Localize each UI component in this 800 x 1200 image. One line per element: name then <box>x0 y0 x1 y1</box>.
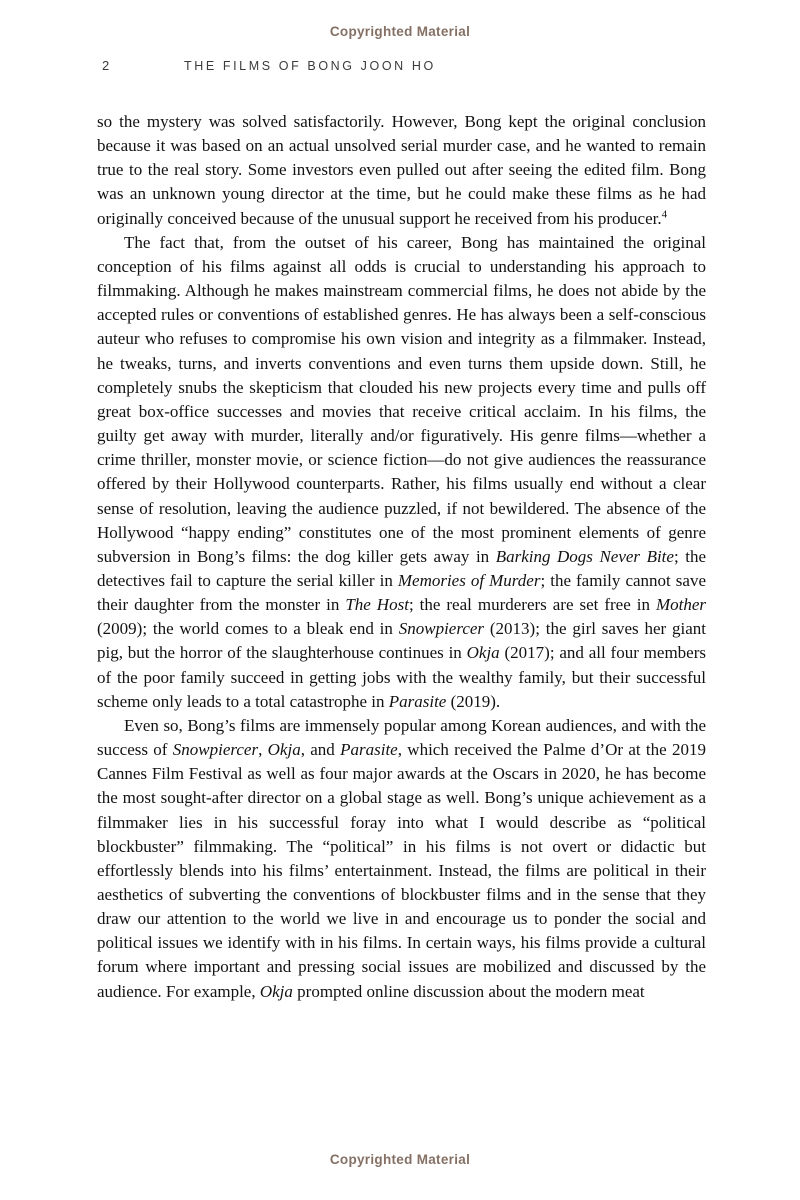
page-number: 2 <box>102 58 111 73</box>
paragraph <box>97 231 706 714</box>
book-title: THE FILMS OF BONG JOON HO <box>184 59 436 73</box>
copyright-watermark-bottom: Copyrighted Material <box>329 1152 471 1167</box>
text-run: prompted online discussion about the modern meat <box>292 981 645 1001</box>
film-title: Mother <box>655 595 706 615</box>
text-run: , <box>258 740 268 760</box>
film-title: Barking Dogs Never Bite <box>495 546 674 566</box>
film-title: Okja <box>259 981 293 1001</box>
film-title: Snowpiercer <box>398 619 485 639</box>
paragraph <box>97 714 706 1004</box>
text-run: The fact that, from the outset of his career, Bong has maintained the original conception of his films against all odds is crucial to understanding his approach to filmmaking. Although he makes mainstream commercial films, he does not abide by the accepted rules or conventions of established genres. He has always been a self-conscious auteur who refuses to compromise his own vision and integrity as a filmmaker. Instead, he tweaks, turns, and inverts conventions and even turns them upside down. Still, he completely snubs the skepticism that clouded his new projects every time and pulls off great box-office successes and movies that receive critical acclaim. In his films, the guilty get away with murder, literally and/or figuratively. His genre films—whether a crime thriller, monster movie, or science fiction—do not give audiences the reassurance offered by their Hollywood counterparts. Rather, his films usually end without a clear sense of resolution, leaving the audience puzzled, if not bewildered. The absence of the Hollywood “happy ending” constitutes one of the most prominent elements of genre subversion in Bong’s films: the dog killer gets away in <box>97 232 706 566</box>
text-run: , which received the Palme d’Or at the 2019 Cannes Film Festival as well as four major awards at the Oscars in 2020, he has become the most sought-after director on a global stage as well. Bong’s unique achievement as a filmmaker lies in his successful foray into what I would describe as “political blockbuster” filmmaking. The “political” in his films is not overt or didactic but effortlessly blends into his films’ entertainment. Instead, the films are political in their aesthetics of subverting the conventions of blockbuster films and in the sense that they draw our attention to the world we live in and encourage us to ponder the social and political issues we identify with in his films. In certain ways, his films provide a cultural forum where important and pressing social issues are mobilized and discussed by the audience. For example, <box>97 740 706 1001</box>
paragraph <box>97 110 706 231</box>
text-run: (2009); the world comes to a bleak end in <box>97 619 399 639</box>
footnote-ref: 4 <box>661 207 668 220</box>
film-title: Parasite <box>388 691 447 711</box>
running-header <box>102 58 705 73</box>
film-title: The Host <box>345 595 409 615</box>
film-title: Okja <box>466 643 500 663</box>
text-run: , and <box>300 740 341 760</box>
text-run: so the mystery was solved satisfactorily. However, Bong kept the original conclusion because it was based on an actual unsolved serial murder case, and he wanted to remain true to the real story. Some investors even pulled out after seeing the edited film. Bong was an unknown young director at the time, but he could make these films as he had originally conceived because of the unusual support he received from his producer. <box>97 112 706 228</box>
film-title: Snowpiercer <box>172 740 259 760</box>
text-run: (2013); the girl saves her giant pig, but the horror of the slaughterhouse continues in <box>97 619 706 663</box>
film-title: Memories of Murder <box>397 570 541 590</box>
film-title: Parasite <box>340 740 398 760</box>
copyright-watermark-top: Copyrighted Material <box>329 24 471 39</box>
text-run: (2017); and all four members of the poor family succeed in getting jobs with the wealthy family, but their successful scheme only leads to a total catastrophe in <box>97 643 706 711</box>
text-run: Even so, Bong’s films are immensely popular among Korean audiences, and with the success of <box>97 715 706 760</box>
text-run: (2019). <box>446 691 501 711</box>
film-title: Okja <box>267 740 301 760</box>
text-run: ; the family cannot save their daughter from the monster in <box>97 570 706 615</box>
body-text <box>97 110 706 1004</box>
text-run: ; the detectives fail to capture the serial killer in <box>97 546 706 590</box>
text-run: ; the real murderers are set free in <box>408 595 656 615</box>
